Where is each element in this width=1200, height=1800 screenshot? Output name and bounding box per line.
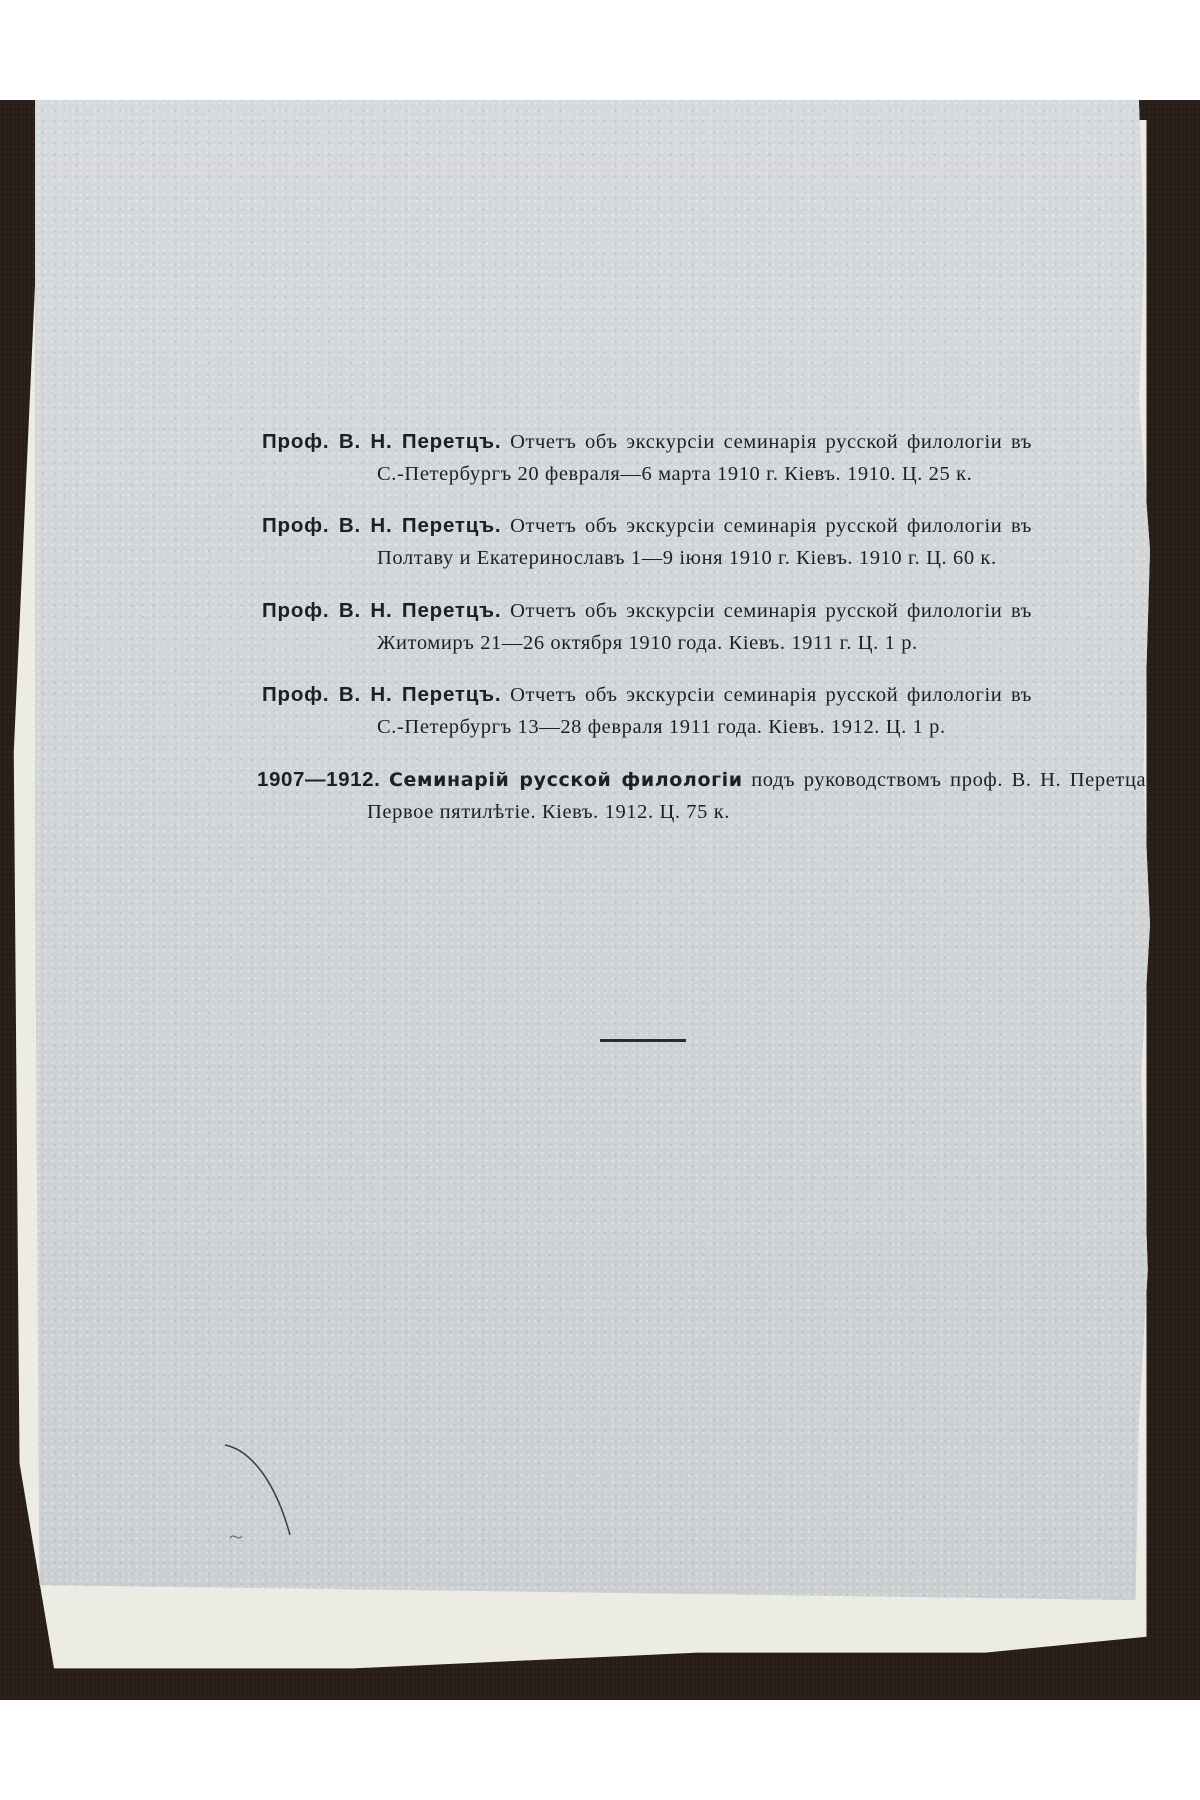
entry-author: Проф. В. Н. Перетцъ. [262, 683, 502, 706]
entry-author: Проф. В. Н. Перетцъ. [262, 514, 502, 537]
entry-text: Отчетъ объ экскурсіи семинарія русской филологіи въ С.-Петербургъ 13—28 февраля 1911 года. Кіевъ. 1912. Ц. 1 р. [377, 684, 1032, 738]
pencil-mark [220, 1440, 310, 1550]
book-page [35, 100, 1150, 1600]
publication-entry [262, 510, 1032, 574]
entry-text: подъ руководствомъ проф. В. Н. Перетца. Первое пятилѣтіе. Кіевъ. 1912. Ц. 75 к. [367, 768, 1152, 823]
entry-text: Отчетъ объ экскурсіи семинарія русской филологіи въ С.-Петербургъ 20 февраля—6 марта 1910 г. Кіевъ. 1910. Ц. 25 к. [377, 430, 1032, 485]
entry-title: Семинарій русской филологіи [388, 768, 743, 791]
entry-years: 1907—1912. [257, 767, 381, 791]
publication-entry [262, 679, 1032, 743]
publication-entry [262, 426, 1032, 490]
entry-author: Проф. В. Н. Перетцъ. [262, 598, 502, 622]
publication-list [257, 405, 1152, 847]
entry-text: Отчетъ объ экскурсіи семинарія русской филологіи въ Полтаву и Екатеринославъ 1—9 іюня 1910 г. Кіевъ. 1910 г. Ц. 60 к. [377, 515, 1032, 569]
entry-text: Отчетъ объ экскурсіи семинарія русской филологіи въ Житомиръ 21—26 октября 1910 года. Кіевъ. 1911 г. Ц. 1 р. [377, 599, 1032, 654]
closing-rule [600, 1039, 686, 1042]
publication-entry-anniversary [257, 764, 1152, 828]
publication-entry [262, 595, 1032, 659]
entry-author: Проф. В. Н. Перетцъ. [262, 429, 502, 453]
